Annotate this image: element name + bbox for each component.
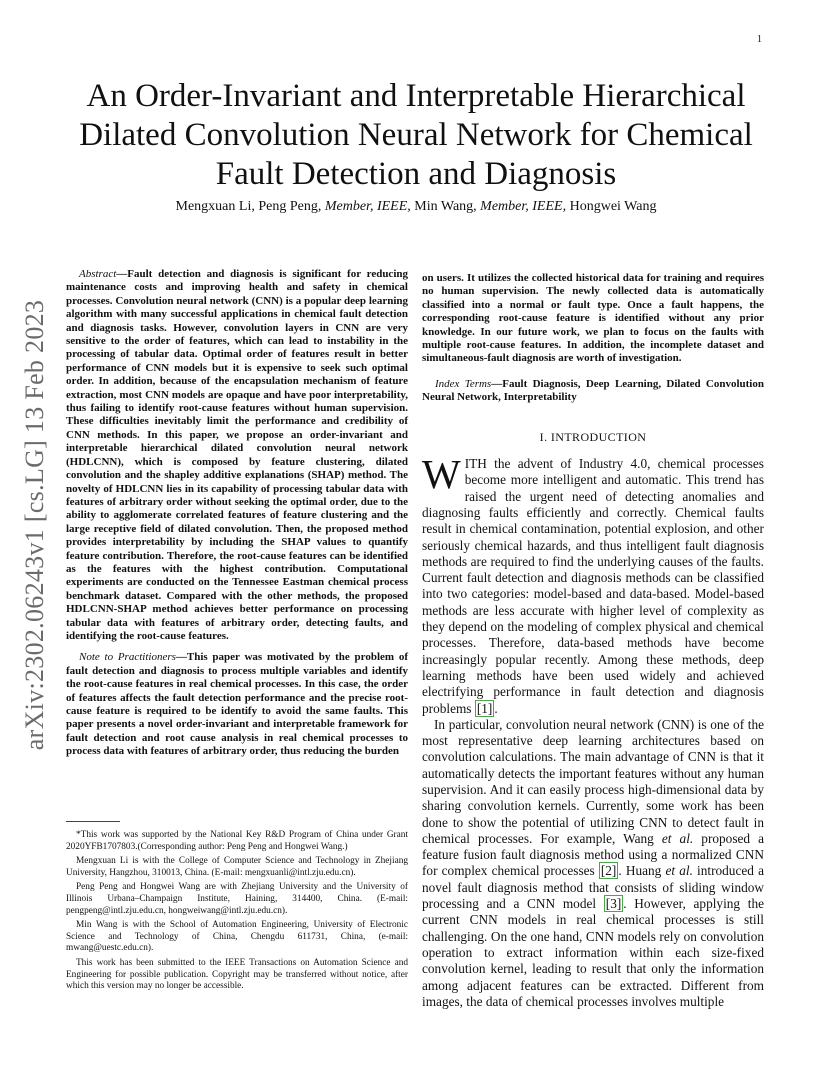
footnote: Peng Peng and Hongwei Wang are with Zhejiang University and the University of Illinois Urbana–Champaign Institute, Haining, 314400, China. (E-mail: pengpeng@intl.zju.edu.cn, hongweiwang@intl.zju.edu.cn). (66, 882, 408, 916)
et-al: et al. (665, 863, 693, 879)
note-continuation: on users. It utilizes the collected historical data for training and requires no human supervision. The newly collected data is automatically classified into a normal or fault type. Once a fault happens, the corresponding root-cause feature is identified without any prior knowledge. In our future work, we plan to focus on the faults with multiple root-cause features. In addition, the incomplete dataset and simultaneous-fault diagnosis are worth of investigation. (422, 272, 764, 365)
citation-link[interactable]: [3] (605, 896, 622, 912)
footnote: This work has been submitted to the IEEE Transactions on Automation Science and Engineering for possible publication. Copyright may be transferred without notice, after which this version may no longer be accessible. (66, 957, 408, 992)
intro-text: . (494, 700, 498, 716)
et-al: et al. (661, 830, 694, 846)
author-role: Member, IEEE, (324, 199, 411, 214)
author-line (60, 199, 772, 215)
introduction-body (422, 451, 765, 1010)
footnotes (66, 830, 408, 996)
left-column (66, 268, 408, 767)
right-column (422, 272, 764, 1010)
dropcap: W (422, 451, 461, 498)
title-line: Dilated Convolution Neural Network for Chemical (79, 117, 753, 153)
intro-paragraph (422, 717, 764, 1010)
author-role: Member, IEEE, (480, 199, 567, 214)
intro-text: introduced a novel fault diagnosis method that consists of sliding window processing and a CNN model (422, 863, 764, 912)
title-line: Fault Detection and Diagnosis (215, 156, 617, 192)
paper-title (60, 77, 772, 194)
author-names: Hongwei Wang (569, 199, 657, 214)
arxiv-identifier-text: arXiv:2302.06243v1 [cs.LG] 13 Feb 2023 (20, 299, 49, 751)
author-names: Mengxuan Li, Peng Peng, (175, 199, 322, 214)
index-terms-label: Index Terms (435, 377, 492, 390)
intro-text: In particular, convolution neural network (CNN) is one of the most representative deep learning architectures based on convolution calculations. The main advantage of CNN is that it automatically detects the important features without any human supervision. And it can easily process high-dimensional data by sharing convolution kernels. Currently, some work has been done to show the potential of utilizing CNN to detect fault in chemical processes. For example, Wang (422, 716, 764, 846)
intro-paragraph (422, 451, 764, 717)
index-terms-text: —Fault Diagnosis, Deep Learning, Dilated Convolution Neural Network, Interpretability (422, 377, 764, 404)
note-label: Note to Practitioners (79, 651, 176, 664)
abstract-text: —Fault detection and diagnosis is significant for reducing maintenance costs and improving health and safety in chemical processes. Convolution neural network (CNN) is a popular deep learning algorithm with many successful applications in chemical fault detection and diagnosis tasks. However, convolution layers in CNN are very sensitive to the order of features, which can lead to instability in the processing of tabular data. Optimal order of features result in better performance of CNN models but it is expensive to seek such optimal order. In addition, because of the encapsulation mechanism of feature extraction, most CNN models are opaque and have poor interpretability, thus failing to identify root-cause features without human supervision. These difficulties inevitably limit the performance and credibility of CNN methods. In this paper, we propose an order-invariant and interpretable hierarchical dilated convolution neural network (HDLCNN), which is composed by feature clustering, dilated convolution and the shapley additive explanations (SHAP) method. The novelty of HDLCNN lies in its capability of processing tabular data with features of arbitrary order without seeking the optimal order, due to the ability to agglomerate correlated features of feature clustering and the large receptive field of dilated convolution. Then, the proposed method provides interpretability by including the SHAP values to quantify feature contribution. Therefore, the root-cause features can be identified as the features with the highest contribution. Computational experiments are conducted on the Tennessee Eastman chemical process benchmark dataset. Compared with the other methods, the proposed HDLCNN-SHAP method achieves better performance on processing tabular data with features of arbitrary order, detecting faults, and identifying the root-cause features. (66, 268, 408, 642)
note-text: —This paper was motivated by the problem of fault detection and diagnosis to process multiple variables and identify the root-cause features in real chemical processes. In this case, the order of features affects the fault detection performance and the precise root-cause feature is required to be identify to avoid the same faults. This paper presents a novel order-invariant and interpretable framework for fault detection and root cause analysis in real chemical processes to process data with features of arbitrary order, thus reducing the burden (66, 651, 408, 758)
section-heading: I. INTRODUCTION (539, 429, 647, 444)
citation-link[interactable]: [1] (476, 700, 493, 716)
intro-text: . However, applying the current CNN models in real chemical processes is still challenging. On the one hand, CNN models rely on convolution operation to extract information within each size-fixed convolution kernel, leading to result that only the information among adjacent features can be extracted. Different from images, the data of chemical processes involves multiple (422, 896, 764, 1009)
abstract-label: Abstract (79, 268, 117, 280)
intro-text: ITH the advent of Industry 4.0, chemical processes become more intelligent and automatic. This trend has raised the urgent need of detecting anomalies and diagnosing faults efficiently and correctly. Chemical faults result in chemical contamination, potential explosion, and other seriously chemical hazards, and thus intelligent fault diagnosis methods are required to find the underlying causes of the faults. Current fault detection and diagnosis methods can be classified into two categories: model-based and data-based. Model-based methods are less accurate with higher level of complexity as they depend on the modeling of complex physical and chemical processes. Therefore, data-based methods have become increasingly popular recently. Among these methods, deep learning methods have been used widely and achieved electrifying performance in fault detection and diagnosis problems (422, 456, 764, 716)
intro-text: proposed a feature fusion fault diagnosis method using a normalized CNN for complex chemical processes (422, 830, 765, 879)
citation-link[interactable]: [2] (600, 863, 617, 879)
intro-text: . Huang (618, 863, 662, 879)
footnote-rule (66, 821, 120, 822)
footnote: Mengxuan Li is with the College of Computer Science and Technology in Zhejiang University, Hangzhou, 310013, China. (E-mail: mengxuanli@intl.zju.edu.cn). (66, 856, 408, 878)
footnote: Min Wang is with the School of Automation Engineering, University of Electronic Science and Technology of China, Chengdu 611731, China, (e-mail: mwang@uestc.edu.cn). (66, 920, 408, 954)
index-terms (422, 378, 764, 405)
page-number: 1 (757, 34, 762, 45)
arxiv-identifier (10, 290, 60, 760)
note-to-practitioners (66, 651, 408, 758)
abstract (66, 268, 408, 643)
footnote: *This work was supported by the National Key R&D Program of China under Grant 2020YFB1707803.(Corresponding author: Peng Peng and Hongwei Wang.) (66, 830, 408, 852)
title-line: An Order-Invariant and Interpretable Hierarchical (86, 78, 746, 114)
author-names: Min Wang, (414, 199, 477, 214)
